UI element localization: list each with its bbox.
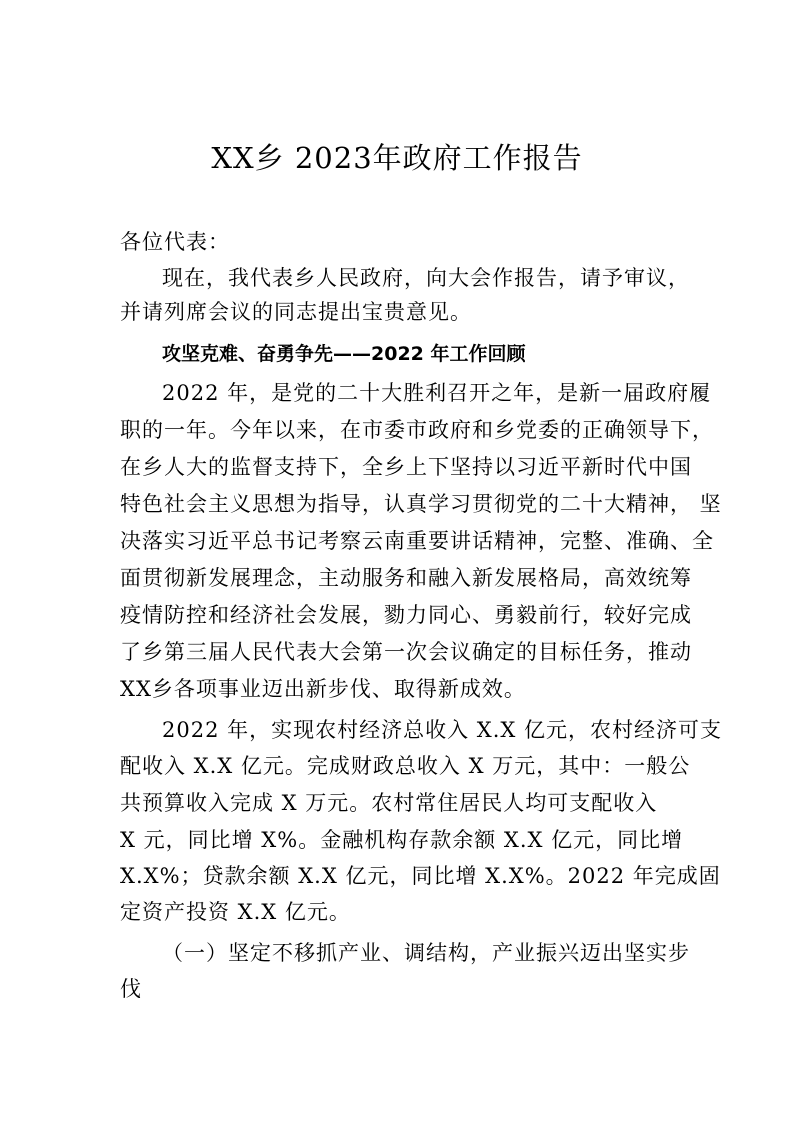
paragraph-line: 共预算收入完成 X 万元。农村常住居民人均可支配收入 (120, 791, 658, 815)
paragraph-line: 2022 年，实现农村经济总收入 X.X 亿元，农村经济可支 (162, 718, 723, 742)
paragraph-line: X 元，同比增 X%。金融机构存款余额 X.X 亿元，同比增 (120, 828, 684, 852)
paragraph-line: XX乡各项事业迈出新步伐、取得新成效。 (120, 677, 526, 701)
subsection-heading: （一）坚定不移抓产业、调结构，产业振兴迈出坚实步 (162, 941, 690, 965)
paragraph-line: 2022 年，是党的二十大胜利召开之年，是新一届政府履 (162, 381, 712, 405)
paragraph-line: 特色社会主义思想为指导，认真学习贯彻党的二十大精神， 坚 (120, 492, 722, 516)
paragraph-line: 定资产投资 X.X 亿元。 (120, 900, 351, 924)
paragraph-line: 疫情防控和经济社会发展，勠力同心、勇毅前行，较好完成 (120, 603, 692, 627)
paragraph-line: 配收入 X.X 亿元。完成财政总收入 X 万元，其中：一般公 (120, 754, 691, 778)
paragraph-line: 职的一年。今年以来，在市委市政府和乡党委的正确领导下， (120, 418, 714, 442)
section-heading: 攻坚克难、奋勇争先——2022 年工作回顾 (162, 343, 526, 365)
paragraph-line: 面贯彻新发展理念，主动服务和融入新发展格局，高效统筹 (120, 566, 692, 590)
paragraph-line: 现在，我代表乡人民政府，向大会作报告，请予审议， (162, 266, 690, 290)
paragraph-line: X.X%；贷款余额 X.X 亿元，同比增 X.X%。2022 年完成固 (120, 864, 721, 888)
report-title: XX乡 2023年政府工作报告 (211, 141, 583, 175)
salutation: 各位代表： (120, 230, 230, 254)
subsection-heading-continued: 伐 (120, 977, 142, 1001)
paragraph-line: 并请列席会议的同志提出宝贵意见。 (120, 300, 472, 324)
paragraph-line: 在乡人大的监督支持下，全乡上下坚持以习近平新时代中国 (120, 455, 692, 479)
paragraph-line: 了乡第三届人民代表大会第一次会议确定的目标任务，推动 (120, 640, 692, 664)
paragraph-line: 决落实习近平总书记考察云南重要讲话精神，完整、准确、全 (120, 529, 714, 553)
